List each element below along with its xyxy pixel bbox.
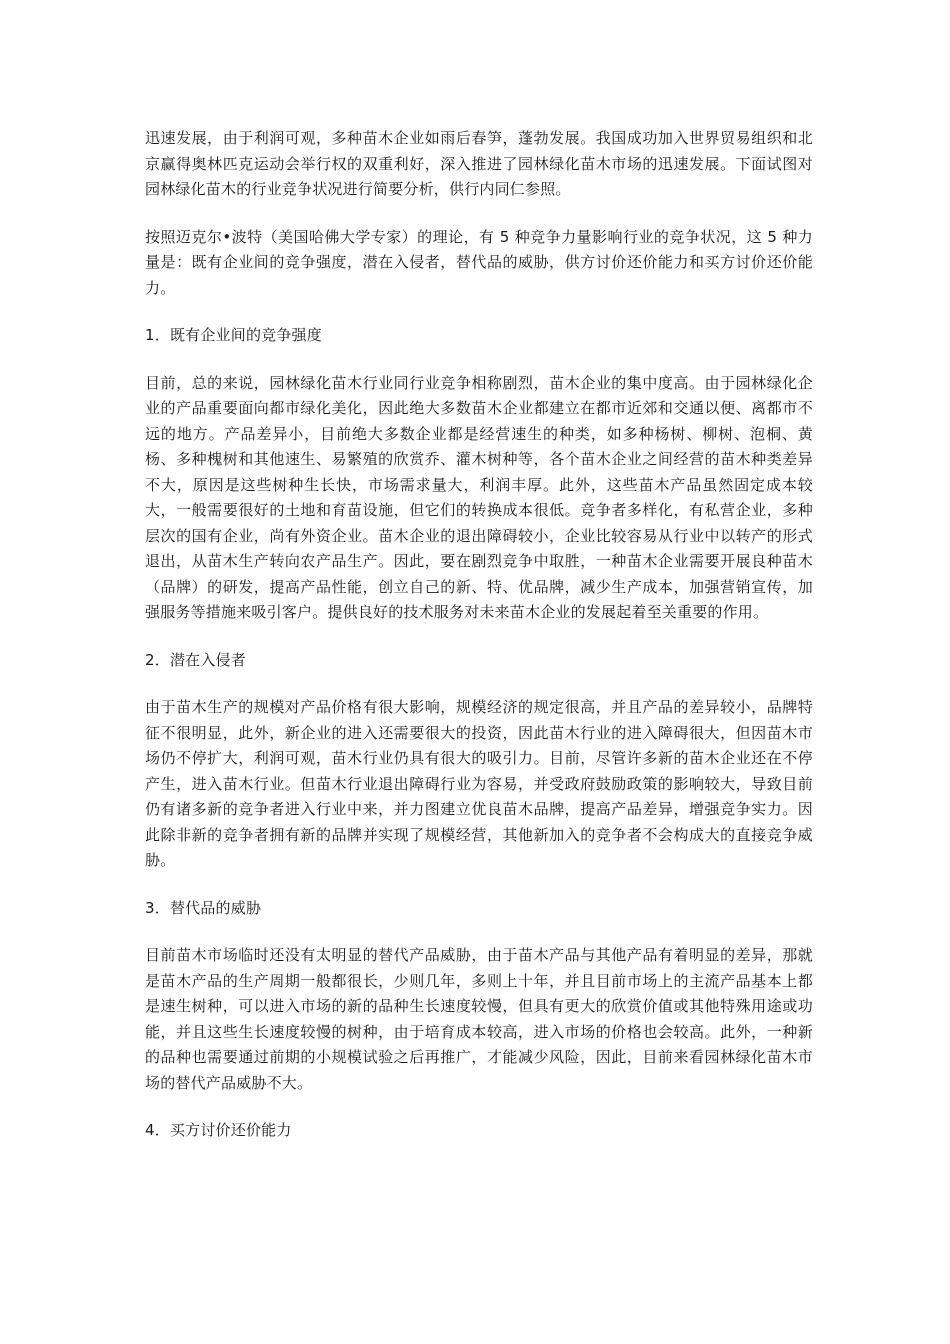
section-heading-1: 1．既有企业间的竞争强度 [145,326,322,344]
section-heading-2: 2．潜在入侵者 [145,650,246,669]
paragraph-porter-theory: 按照迈克尔•波特（美国哈佛大学专家）的理论，有 5 种竞争力量影响行业的竞争状况，这 5 种力量是：既有企业间的竞争强度，潜在入侵者，替代品的威胁，供方讨价还价能力和买方讨价还价能力。 [145,227,813,297]
section-heading-4: 4．买方讨价还价能力 [145,1121,292,1139]
paragraph-section-3: 目前苗木市场临时还没有太明显的替代产品威胁，由于苗木产品与其他产品有着明显的差异，那就是苗木产品的生产周期一般都很长，少则几年，多则上十年，并且目前市场上的主流产品基本上都是速生树种，可以进入市场的新的品种生长速度较慢，但具有更大的欣赏价值或其他特殊用途或功能，并且这些生长速度较慢的树种，由于培育成本较高，进入市场的价格也会较高。此外，一种新的品种也需要通过前期的小规模试验之后再推广，才能减少风险，因此，目前来看园林绿化苗木市场的替代产品威胁不大。 [145,946,813,1092]
paragraph-section-1: 目前，总的来说，园林绿化苗木行业同行业竞争相称剧烈，苗木企业的集中度高。由于园林绿化企业的产品重要面向都市绿化美化，因此绝大多数苗木企业都建立在都市近郊和交通以便、离都市不远的地方。产品差异小，目前绝大多数企业都是经营速生的种类，如多种杨树、柳树、泡桐、黄杨、多种槐树和其他速生、易繁殖的欣赏乔、灌木树种等，各个苗木企业之间经营的苗木种类差异不大，原因是这些树种生长快，市场需求量大，利润丰厚。此外，这些苗木产品虽然固定成本较大，一般需要很好的土地和育苗设施，但它们的转换成本很低。竞争者多样化，有私营企业，多种层次的国有企业，尚有外资企业。苗木企业的退出障碍较小，企业比较容易从行业中以转产的形式退出，从苗木生产转向农产品生产。因此，要在剧烈竞争中取胜，一种苗木企业需要开展良种苗木（品牌）的研发，提高产品性能，创立自己的新、特、优品牌，减少生产成本，加强营销宣传，加强服务等措施来吸引客户。提供良好的技术服务对未来苗木企业的发展起着至关重要的作用。 [145,373,813,621]
paragraph-section-2: 由于苗木生产的规模对产品价格有很大影响，规模经济的规定很高，并且产品的差异较小，品牌特征不很明显，此外，新企业的进入还需要很大的投资，因此苗木行业的进入障碍很大，但因苗木市场仍不停扩大，利润可观，苗木行业仍具有很大的吸引力。目前，尽管许多新的苗木企业还在不停产生，进入苗木行业。但苗木行业退出障碍行业为容易，并受政府鼓励政策的影响较大，导致目前仍有诸多新的竞争者进入行业中来，并力图建立优良苗木品牌，提高产品差异，增强竞争实力。因此除非新的竞争者拥有新的品牌并实现了规模经营，其他新加入的竞争者不会构成大的直接竞争威胁。 [145,698,813,869]
section-heading-3: 3．替代品的威胁 [145,898,262,917]
paragraph-intro-continued: 迅速发展，由于利润可观，多种苗木企业如雨后春笋，蓬勃发展。我国成功加入世界贸易组织和北京赢得奥林匹克运动会举行权的双重利好，深入推进了园林绿化苗木市场的迅速发展。下面试图对园林绿化苗木的行业竞争状况进行简要分析，供行内同仁参照。 [145,129,813,198]
document-body [145,126,813,1166]
